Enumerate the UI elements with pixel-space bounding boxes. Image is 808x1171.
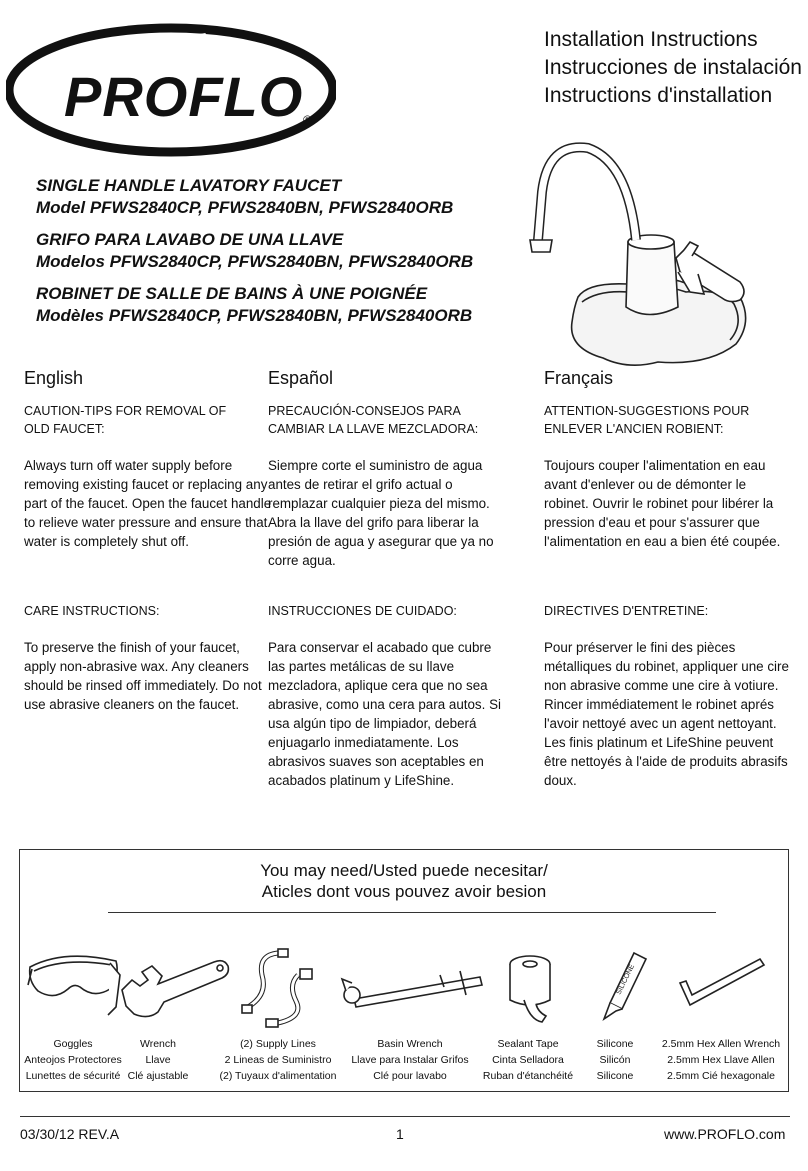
caution-title: ATTENTION-SUGGESTIONS POUR ENLEVER L'ANCIEN ROBIENT: xyxy=(544,404,750,436)
tool-label-goggles: Goggles Anteojos Protectores Lunettes de sécurité xyxy=(24,1038,122,1082)
title-es: Instrucciones de instalación xyxy=(544,56,802,79)
caution-title: CAUTION-TIPS FOR REMOVAL OF OLD FAUCET: xyxy=(24,404,227,436)
footer-website[interactable]: www.PROFLO.com xyxy=(664,1126,786,1142)
logo-text: PROFLO xyxy=(64,65,304,128)
tool-label-sealant-tape: Sealant Tape Cinta Selladora Ruban d'étanchéité xyxy=(482,1038,574,1082)
tool-label-silicone: Silicone Silicón Silicone xyxy=(596,1038,634,1082)
care-title: DIRECTIVES D'ENTRETINE: xyxy=(544,604,709,618)
product-name-es: GRIFO PARA LAVABO DE UNA LLAVE xyxy=(36,230,344,249)
faucet-illustration xyxy=(508,122,756,372)
hex-allen-wrench-icon xyxy=(670,955,770,1020)
product-name-en: SINGLE HANDLE LAVATORY FAUCET xyxy=(36,176,342,195)
tool-label-wrench: Wrench Llave Clé ajustable xyxy=(127,1038,189,1082)
column-francais xyxy=(544,369,792,551)
care-title: CARE INSTRUCTIONS: xyxy=(24,604,160,618)
basin-wrench-icon xyxy=(340,965,490,1030)
language-heading: Français xyxy=(544,368,614,388)
product-models xyxy=(36,175,506,337)
product-models-fr: Modèles PFWS2840CP, PFWS2840BN, PFWS2840ORB xyxy=(36,306,473,325)
column-espanol-care xyxy=(268,602,516,790)
column-francais-care xyxy=(544,602,792,790)
footer-page-number: 1 xyxy=(396,1126,404,1142)
language-heading: English xyxy=(24,368,84,388)
column-espanol xyxy=(268,369,516,570)
footer-divider xyxy=(20,1116,790,1117)
tool-label-supply-lines: (2) Supply Lines 2 Lineas de Suministro (2) Tuyaux d'alimentation xyxy=(219,1038,337,1082)
column-english xyxy=(24,369,272,551)
column-english-care xyxy=(24,602,272,714)
care-text: Para conservar el acabado que cubre las partes metálicas de su llave mezcladora, aplique cera que no sea abrasive, como una cera para autos. Si usa algún tipo de limpiador, deberá enjuagarlo inmediatamente. Los abrasivos suaves son aceptables en acabados platinum y LifeShine. xyxy=(268,640,501,788)
product-models-en: Model PFWS2840CP, PFWS2840BN, PFWS2840ORB xyxy=(36,198,454,217)
tools-divider xyxy=(108,912,716,913)
silicone-tube-icon xyxy=(592,945,652,1030)
tool-label-hex-allen-wrench: 2.5mm Hex Allen Wrench 2.5mm Hex Llave Allen 2.5mm Cié hexagonale xyxy=(661,1038,781,1082)
care-title: INSTRUCCIONES DE CUIDADO: xyxy=(268,604,457,618)
title-en: Installation Instructions xyxy=(544,28,758,51)
care-text: Pour préserver le fini des pièces métalliques du robinet, appliquer une cire non abrasive comme une cire à votiure. Rincer immédiatement le robinet aprés l'avoir nettoyé avec un agent nettoyant. Les finis platinum et LifeShine peuvent être nettoyés à l'aide de produits abrasifs doux. xyxy=(544,640,789,788)
svg-text:®: ® xyxy=(303,113,312,127)
header-titles xyxy=(544,26,804,110)
supply-lines-icon xyxy=(238,945,338,1035)
proflo-logo xyxy=(6,18,336,168)
title-fr: Instructions d'installation xyxy=(544,84,773,107)
tools-title: You may need/Usted puede necesitar/ Aticles dont vous pouvez avoir besion xyxy=(260,861,548,901)
caution-text: Always turn off water supply before removing existing faucet or replacing any part of the faucet. Open the faucet handle to relieve water pressure and ensure that water is completely shut off. xyxy=(24,458,272,549)
caution-text: Siempre corte el suministro de agua antes de retirar el grifo actual o remplazar cualquier pieza del mismo. Abra la llave del grifo para liberar la presión de agua y asegurar que ya no corre agua. xyxy=(268,458,494,568)
language-heading: Español xyxy=(268,368,334,388)
wrench-icon xyxy=(118,950,233,1030)
care-text: To preserve the finish of your faucet, apply non-abrasive wax. Any cleaners should be rinsed off immediately. Do not use abrasive cleaners on the faucet. xyxy=(24,640,262,712)
product-models-es: Modelos PFWS2840CP, PFWS2840BN, PFWS2840ORB xyxy=(36,252,474,271)
footer-date-rev: 03/30/12 REV.A xyxy=(20,1126,120,1142)
product-name-fr: ROBINET DE SALLE DE BAINS À UNE POIGNÉE xyxy=(36,284,428,303)
caution-title: PRECAUCIÓN-CONSEJOS PARA CAMBIAR LA LLAVE MEZCLADORA: xyxy=(268,404,479,436)
tool-label-basin-wrench: Basin Wrench Llave para Instalar Grifos Clé pour lavabo xyxy=(351,1038,469,1082)
sealant-tape-icon xyxy=(500,948,560,1033)
caution-text: Toujours couper l'alimentation en eau avant d'enlever ou de démonter le robinet. Ouvrir le robinet pour libérer la pression d'eau et pour s'assurer que l'alimentation en eau a bien été coupée. xyxy=(544,458,781,549)
goggles-icon xyxy=(24,945,124,1030)
silicone-tube-text: SILICONE xyxy=(615,963,637,996)
